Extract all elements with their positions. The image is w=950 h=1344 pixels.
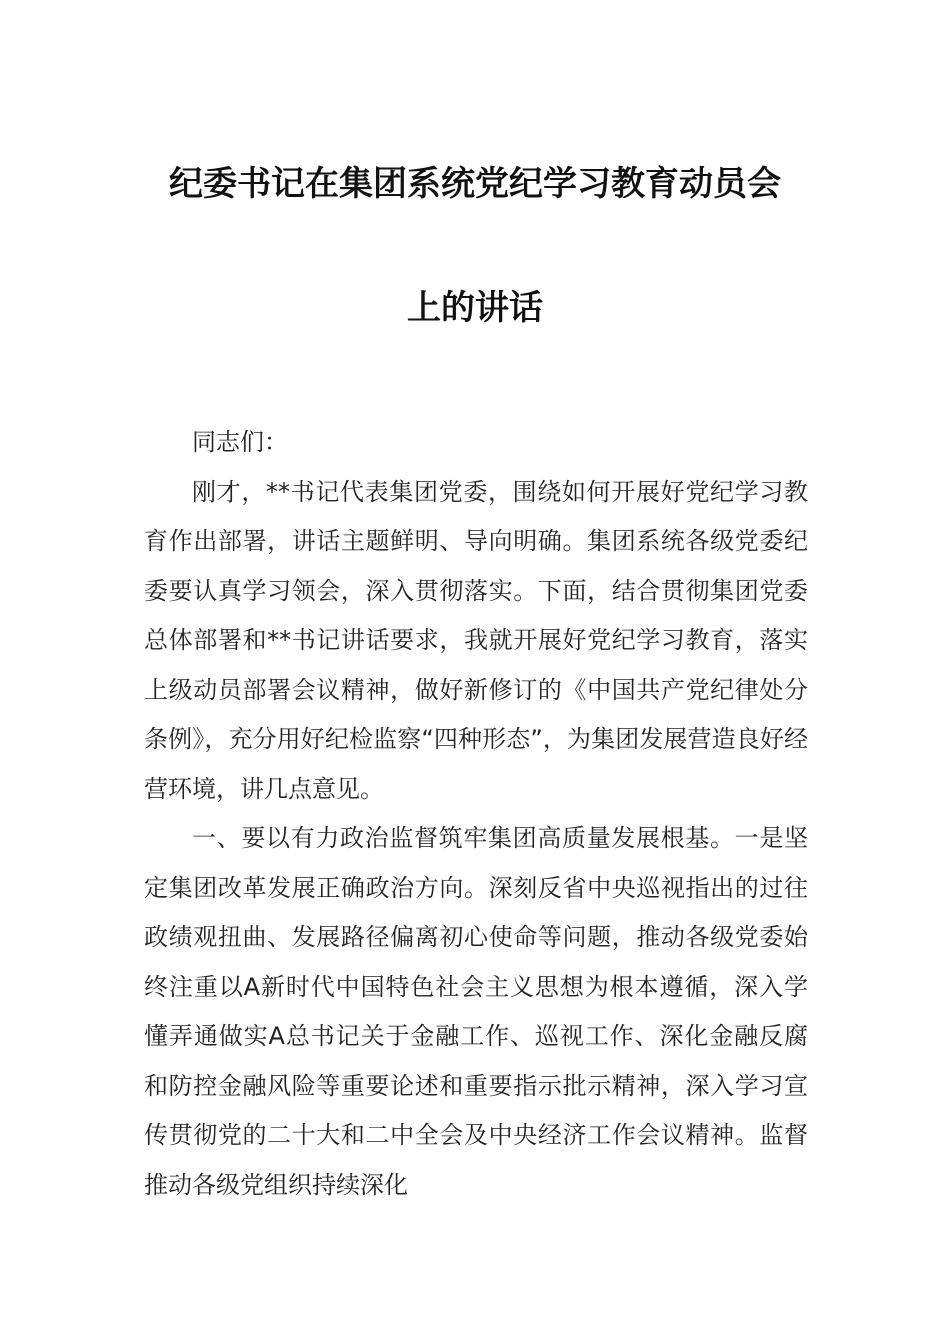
document-title-line-2: 上的讲话 <box>407 288 543 328</box>
salutation-paragraph: 同志们： <box>192 428 288 456</box>
document-body <box>144 418 808 1210</box>
section-one-paragraph: 一、要以有力政治监督筑牢集团高质量发展根基。一是坚定集团改革发展正确政治方向。深刻反省中央巡视指出的过往政绩观扭曲、发展路径偏离初心使命等问题，推动各级党委始终注重以A新时代中国特色社会主义思想为根本遵循，深入学懂弄通做实A总书记关于金融工作、巡视工作、深化金融反腐和防控金融风险等重要论述和重要指示批示精神，深入学习宣传贯彻党的二十大和二中全会及中央经济工作会议精神。监督推动各级党组织持续深化 <box>144 824 808 1199</box>
document-title-line-1: 纪委书记在集团系统党纪学习教育动员会 <box>169 164 781 204</box>
intro-paragraph: 刚才，**书记代表集团党委，围绕如何开展好党纪学习教育作出部署，讲话主题鲜明、导向明确。集团系统各级党委纪委要认真学习领会，深入贯彻落实。下面，结合贯彻集团党委总体部署和**书记讲话要求，我就开展好党纪学习教育，落实上级动员部署会议精神，做好新修订的《中国共产党纪律处分条例》，充分用好纪检监察“四种形态”，为集团发展营造良好经营环境，讲几点意见。 <box>144 477 808 803</box>
